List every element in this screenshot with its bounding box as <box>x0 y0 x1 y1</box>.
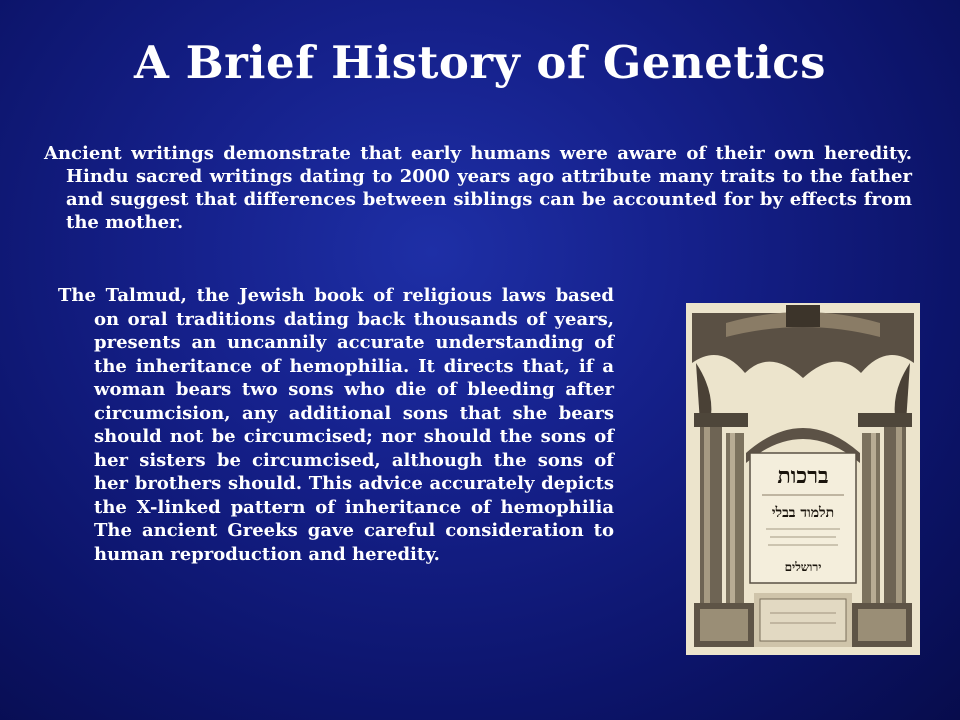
image-caption-line-1: ברכות <box>777 463 829 489</box>
talmud-paragraph: The Talmud, the Jewish book of religious laws based on oral traditions dating back thousands of years, presents an uncannily accurate understanding of the inheritance of hemophilia. It directs that, if a woman bears two sons who die of bleeding after circumcision, any additional sons that she bears should not be circumcised; nor should the sons of her sisters be circumcised, although the sons of her brothers should. This advice accurately depicts the X-linked pattern of inheritance of hemophilia The ancient Greeks gave careful consideration to human reproduction and heredity. <box>58 285 614 565</box>
intro-paragraph: Ancient writings demonstrate that early humans were aware of their own heredity. Hindu sacred writings dating to 2000 years ago attribute many traits to the father and suggest that differences between siblings can be accounted for by effects from the mother. <box>44 143 912 233</box>
talmud-engraving <box>686 303 920 655</box>
image-caption-line-2: תלמוד בבלי <box>771 505 835 521</box>
slide-title: A Brief History of Genetics <box>134 36 826 89</box>
talmud-title-page-image <box>686 303 920 655</box>
image-caption-line-3: ירושלים <box>784 560 822 574</box>
